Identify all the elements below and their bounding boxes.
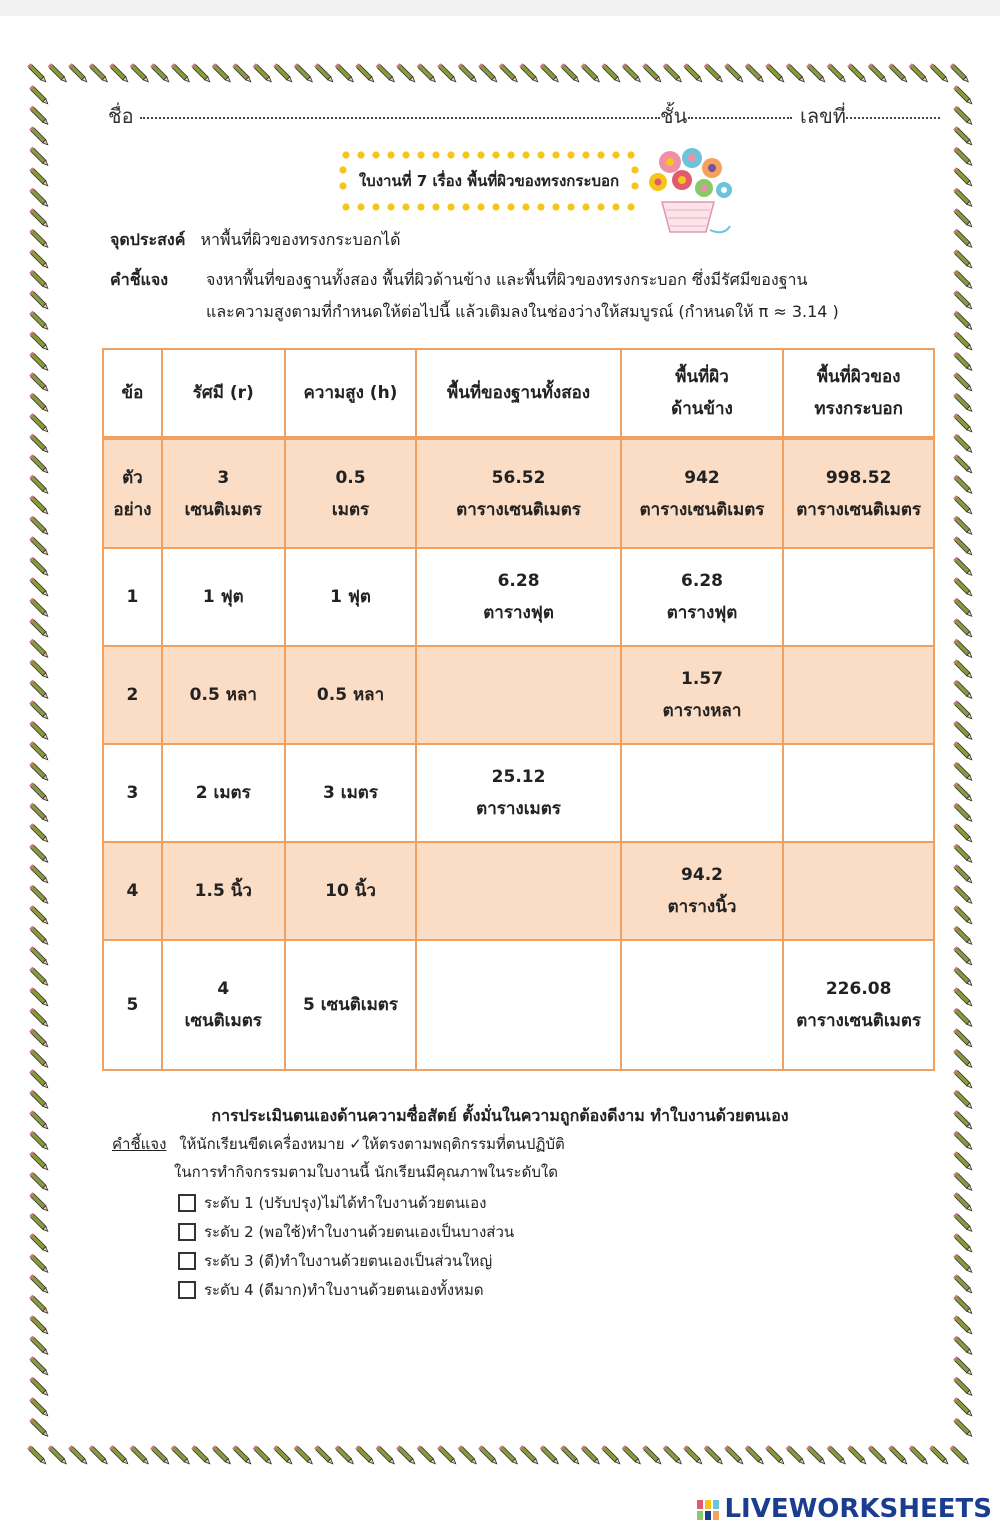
cell-text: ตารางฟุต [483,603,554,623]
table-cell [103,940,162,1070]
level-option-1[interactable]: ระดับ 1 (ปรับปรุง)ไม่ได้ทำใบงานด้วยตนเอง [178,1188,514,1217]
cell-text: เซนติเมตร [184,1011,262,1031]
cell-text: 1 ฟุต [330,587,371,607]
header-text: รัศมี (r) [192,383,254,403]
cell-text: ตารางฟุต [666,603,738,623]
column-header [621,349,784,438]
surface-area-table [102,348,935,1071]
checkbox[interactable] [178,1194,196,1212]
instructions-line1: จงหาพื้นที่ของฐานทั้งสอง พื้นที่ผิวด้านข้าง และพื้นที่ผิวของทรงกระบอก ซึ่งมีรัศมีของฐาน [206,270,808,289]
evaluation-instructions [112,1132,565,1156]
table-cell [621,646,784,744]
table-cell [103,744,162,842]
level-option-2[interactable]: ระดับ 2 (พอใช้)ทำใบงานด้วยตนเองเป็นบางส่วน [178,1217,514,1246]
answer-cell[interactable] [783,842,934,940]
liveworksheets-logo-icon [696,1498,720,1522]
cell-text: 1.5 นิ้ว [194,881,252,901]
cell-text: 1 [126,587,139,607]
table-row [103,744,934,842]
column-header [783,349,934,438]
table-cell [162,646,285,744]
answer-cell[interactable] [621,744,784,842]
cell-text: 6.28 [681,571,723,591]
cell-text: 0.5 [335,467,366,488]
name-field[interactable] [140,117,660,119]
cell-text: อย่าง [113,499,152,520]
header-text: ข้อ [121,383,144,403]
cell-text: 0.5 หลา [189,685,257,705]
answer-cell[interactable] [416,940,620,1070]
objective-text: หาพื้นที่ผิวของทรงกระบอกได้ [200,230,401,249]
evaluation-instr-label: คำชี้แจง [112,1135,167,1153]
answer-cell[interactable] [783,646,934,744]
cell-text: 2 [126,685,139,705]
header-text: ด้านข้าง [671,399,733,419]
level-option-4[interactable]: ระดับ 4 (ดีมาก)ทำใบงานด้วยตนเองทั้งหมด [178,1275,514,1304]
header-text: พื้นที่ของฐานทั้งสอง [447,383,591,403]
table-cell [103,548,162,646]
table-cell [103,646,162,744]
cell-text: เมตร [331,499,370,520]
cell-text: 3 [126,783,139,803]
table-cell [103,842,162,940]
class-label: ชั้น [660,104,688,128]
cell-text: 5 เซนติเมตร [303,995,398,1015]
cell-text: 6.28 [497,571,540,591]
table-cell [285,438,417,548]
cell-text: ตัว [122,467,143,488]
table-cell [162,744,285,842]
checkbox[interactable] [178,1223,196,1241]
header-text: ความสูง (h) [303,383,398,403]
table-cell [416,438,620,548]
table-cell [285,744,417,842]
flower-basket-icon [640,140,736,240]
table-row [103,646,934,744]
cell-text: 1 ฟุต [202,587,244,607]
evaluation-question: ในการทำกิจกรรมตามใบงานนี้ นักเรียนมีคุณภาพในระดับใด [174,1163,558,1181]
number-field[interactable] [846,117,940,119]
column-header [103,349,162,438]
cell-text: 3 [217,467,230,488]
header-text: พื้นที่ผิว [675,367,729,387]
cell-text: 94.2 [681,865,723,885]
column-header [416,349,620,438]
table-row [103,842,934,940]
answer-cell[interactable] [783,548,934,646]
column-header [285,349,417,438]
table-header-row [103,349,934,438]
header-text: ทรงกระบอก [814,399,903,419]
table-cell [162,438,285,548]
cell-text: ตารางนิ้ว [667,897,737,917]
cell-text: ตารางเซนติเมตร [639,499,765,520]
table-cell [416,548,620,646]
table-cell [285,548,417,646]
cell-text: 1.57 [681,669,723,689]
cell-text: 3 เมตร [323,783,378,803]
cell-text: ตารางเซนติเมตร [796,1011,922,1031]
level-option-3[interactable]: ระดับ 3 (ดี)ทำใบงานด้วยตนเองเป็นส่วนใหญ่ [178,1246,514,1275]
table-cell [783,438,934,548]
brand-wordmark: LIVEWORKSHEETS [724,1494,992,1524]
answer-cell[interactable] [783,744,934,842]
table-cell [285,940,417,1070]
cell-text: 2 เมตร [195,783,251,803]
cell-text: 226.08 [825,979,892,999]
cell-text: ตารางหลา [662,701,742,721]
table-cell [783,940,934,1070]
table-row [103,548,934,646]
table-cell [621,842,784,940]
objective [110,228,400,253]
table-cell [162,842,285,940]
class-field[interactable] [688,117,792,119]
cell-text: 10 นิ้ว [325,881,376,901]
objective-label: จุดประสงค์ [110,230,186,249]
cell-text: 942 [684,467,720,488]
worksheet-title: ใบงานที่ 7 เรื่อง พื้นที่ผิวของทรงกระบอก [358,172,620,190]
cell-text: ตารางเซนติเมตร [796,499,922,520]
answer-cell[interactable] [621,940,784,1070]
column-header [162,349,285,438]
cell-text: เซนติเมตร [184,499,262,520]
instructions-label: คำชี้แจง [110,270,169,289]
top-bar [0,0,1000,16]
header-text: พื้นที่ผิวของ [816,367,901,387]
table-cell [162,940,285,1070]
number-label: เลขที่ [800,104,846,128]
table-cell [285,646,417,744]
name-label: ชื่อ [108,104,134,128]
level-checklist [178,1188,514,1304]
title-box [338,150,640,212]
table-cell [285,842,417,940]
student-info-row [108,100,948,134]
checkbox[interactable] [178,1252,196,1270]
instructions-line2: และความสูงตามที่กำหนดให้ต่อไปนี้ แล้วเติมลงในช่องว่างให้สมบูรณ์ (กำหนดให้ π ≈ 3.14 ) [206,302,839,321]
evaluation-instr-text: ให้นักเรียนขีดเครื่องหมาย ✓ให้ตรงตามพฤติกรรมที่ตนปฏิบัติ [179,1135,565,1153]
cell-text: 998.52 [825,467,892,488]
cell-text: ตารางเมตร [476,799,561,819]
table-row [103,940,934,1070]
cell-text: 4 [126,881,139,901]
answer-cell[interactable] [416,842,620,940]
cell-text: 25.12 [491,767,546,787]
answer-cell[interactable] [416,646,620,744]
table-cell [416,744,620,842]
table-cell [162,548,285,646]
cell-text: 56.52 [491,467,546,488]
cell-text: ตารางเซนติเมตร [456,499,581,520]
checkbox[interactable] [178,1281,196,1299]
instructions [110,264,910,328]
evaluation-title: การประเมินตนเองด้านความซื่อสัตย์ ตั้งมั่นในความถูกต้องดีงาม ทำใบงานด้วยตนเอง [211,1106,789,1125]
table-row [103,438,934,548]
table-cell [621,548,784,646]
table-cell [103,438,162,548]
table-cell [621,438,784,548]
cell-text: 5 [126,995,139,1015]
cell-text: 0.5 หลา [316,685,385,705]
cell-text: 4 [217,979,230,999]
